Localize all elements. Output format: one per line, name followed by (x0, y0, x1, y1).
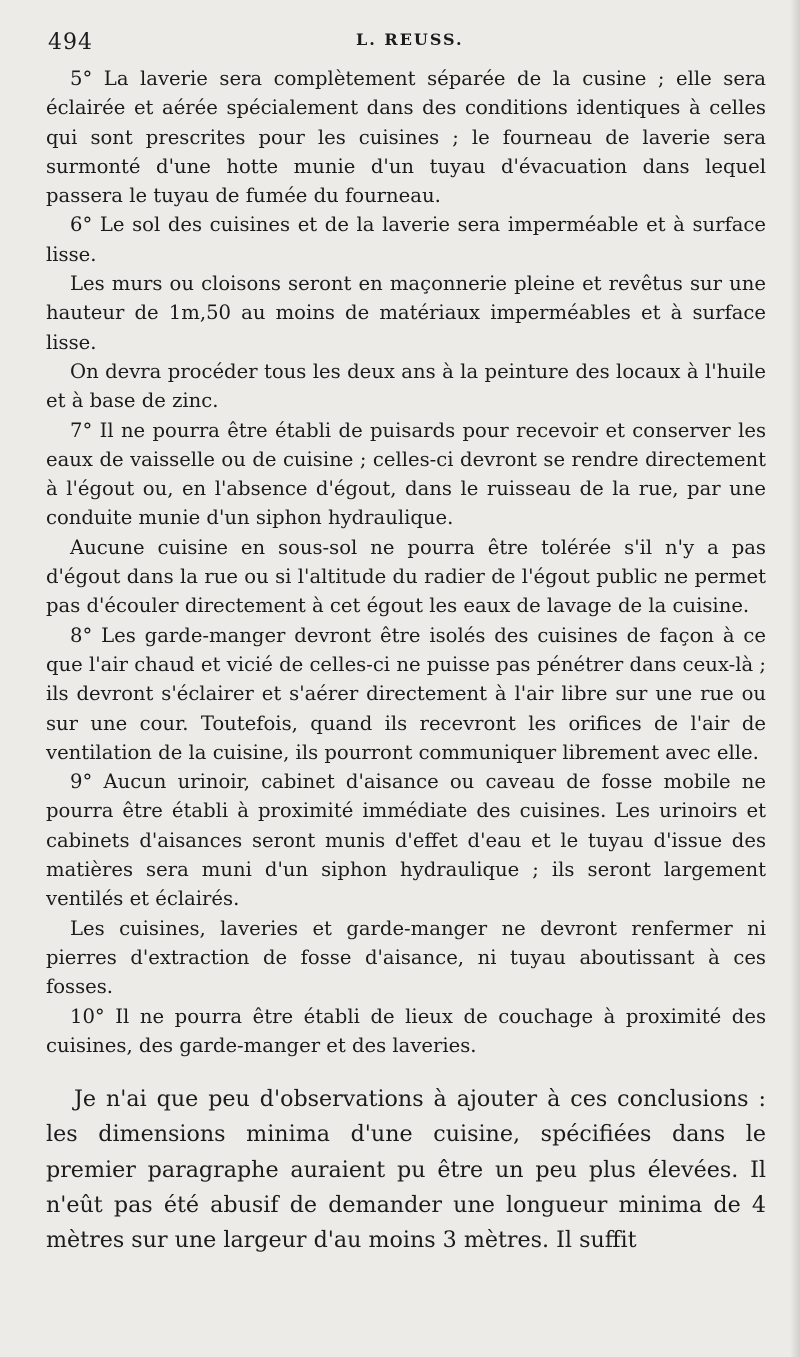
author-commentary (46, 1082, 766, 1258)
page-header (46, 22, 766, 58)
paragraph-8-garde-manger: 8° Les garde-manger devront être isolés des cuisines de façon à ce que l'air chaud et vicié de celles-ci ne puisse pas pénétrer dans ceux-là ; ils devront s'éclairer et s'aérer directement à l'air libre sur une rue ou sur une cour. Toutefois, quand ils recevront les orifices de l'air de ventilation de la cuisine, ils pourront communiquer librement avec elle. (46, 623, 766, 764)
paragraph-sous-sol: Aucune cuisine en sous-sol ne pourra être tolérée s'il n'y a pas d'égout dans la rue ou si l'altitude du radier de l'égout public ne permet pas d'écouler directement à cet égout les eaux de lavage de la cuisine. (46, 535, 766, 618)
paragraph-6-sol: 6° Le sol des cuisines et de la laverie sera imperméable et à surface lisse. (46, 213, 766, 266)
commentary-paragraph: Je n'ai que peu d'observations à ajouter à ces conclusions : les dimensions minima d'une cuisine, spécifiées dans le premier paragraphe auraient pu être un peu plus élevées. Il n'eût pas été abusif de demander une longueur minima de 4 mètres sur une largeur d'au moins 3 mètres. Il suffit (46, 1086, 766, 1254)
scan-edge-shadow (790, 0, 800, 1357)
paragraph-10-couchage: 10° Il ne pourra être établi de lieux de couchage à proximité des cuisines, des garde-manger et des laveries. (46, 1004, 766, 1057)
regulation-text (46, 64, 766, 1060)
paragraph-murs: Les murs ou cloisons seront en maçonnerie pleine et revêtus sur une hauteur de 1m,50 au moins de matériaux imperméables et à surface lisse. (46, 272, 766, 354)
paragraph-fosses: Les cuisines, laveries et garde-manger ne devront renfermer ni pierres d'extraction de fosse d'aisance, ni tuyau aboutissant à ces fosses. (46, 916, 766, 999)
paragraph-peinture: On devra procéder tous les deux ans à la peinture des locaux à l'huile et à base de zinc. (46, 359, 766, 413)
paragraph-5-laverie: 5° La laverie sera complètement séparée de la cusine ; elle sera éclairée et aérée spécialement dans des conditions identiques à celles qui sont prescrites pour les cuisines ; le fourneau de laverie sera surmonté d'une hotte munie d'un tuyau d'évacuation dans lequel passera le tuyau de fumée du fourneau. (46, 67, 766, 208)
page-number: 494 (48, 30, 93, 55)
running-head: L. REUSS. (356, 30, 464, 49)
paragraph-9-urinoir: 9° Aucun urinoir, cabinet d'aisance ou caveau de fosse mobile ne pourra être établi à proximité immédiate des cuisines. Les urinoirs et cabinets d'aisances seront munis d'effet d'eau et le tuyau d'issue des matières sera muni d'un siphon hydraulique ; ils seront largement ventilés et éclairés. (46, 770, 766, 911)
paragraph-7-puisards: 7° Il ne pourra être établi de puisards pour recevoir et conserver les eaux de vaisselle ou de cuisine ; celles-ci devront se rendre directement à l'égout ou, en l'absence d'égout, dans le ruisseau de la rue, par une conduite munie d'un siphon hydraulique. (46, 418, 766, 530)
